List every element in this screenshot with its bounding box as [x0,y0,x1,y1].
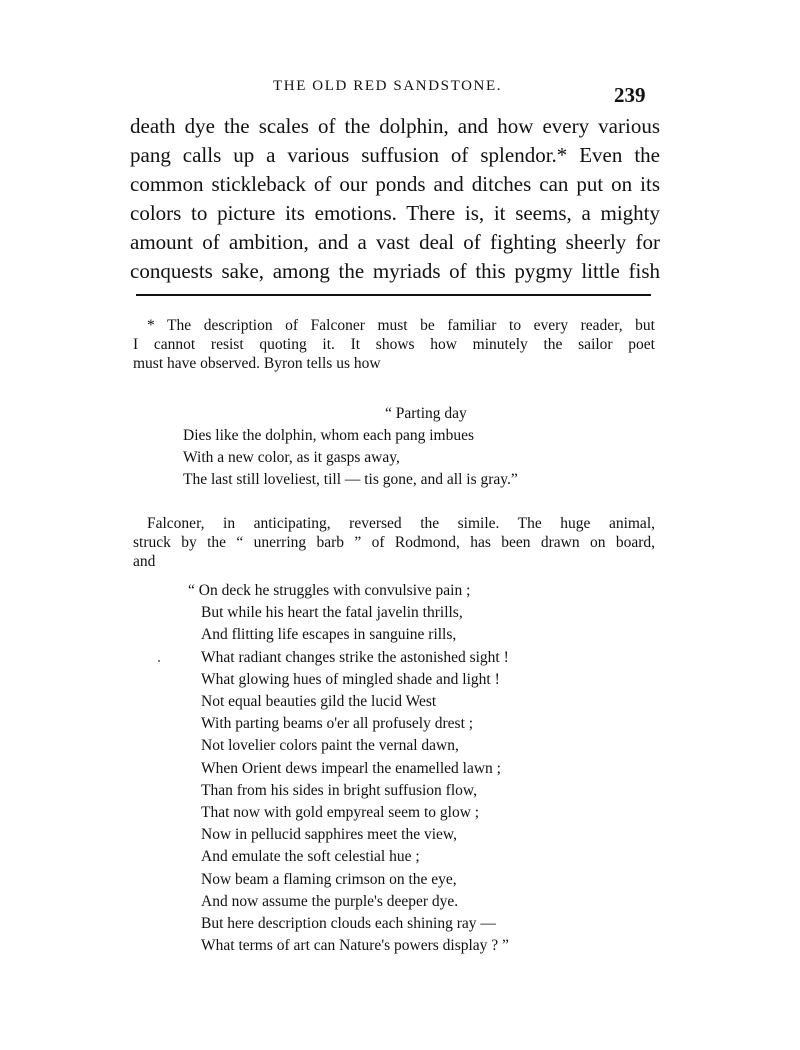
quote-line: Now beam a flaming crimson on the eye, [201,870,457,888]
footnote-line: I cannot resist quoting it. It shows how minutely the sailor poet [133,336,655,353]
body-paragraph [130,112,660,286]
quote-line: What radiant changes strike the astonished sight ! [201,648,509,666]
quote-line: And emulate the soft celestial hue ; [201,848,420,866]
footnote-line: must have observed. Byron tells us how [133,355,381,372]
body-line: pang calls up a various suffusion of splendor.* Even the [130,143,660,167]
body-line: colors to picture its emotions. There is, it seems, a mighty [130,201,660,225]
quote-line: Than from his sides in bright suffusion flow, [201,781,477,799]
footnote-line: struck by the “ unerring barb ” of Rodmond, has been drawn on board, [133,534,655,551]
print-speck [158,660,160,662]
body-line: amount of ambition, and a vast deal of fighting sheerly for [130,230,660,254]
quote-line: When Orient dews impearl the enamelled lawn ; [201,759,501,777]
quote-line: What glowing hues of mingled shade and light ! [201,670,500,688]
footnote-line: and [133,553,156,570]
quote-line: But here description clouds each shining ray — [201,915,496,933]
falconer-quote [188,580,608,957]
running-head: THE OLD RED SANDSTONE. [273,78,503,94]
quote-line: Now in pellucid sapphires meet the view, [201,826,457,844]
byron-quote [183,403,603,491]
body-line: conquests sake, among the myriads of this pygmy little fish [130,259,660,283]
page-number: 239 [614,83,646,107]
quote-line: And flitting life escapes in sanguine rills, [201,626,457,644]
footnote-line: Falconer, in anticipating, reversed the simile. The huge animal, [147,515,655,532]
quote-line: But while his heart the fatal javelin thrills, [201,604,463,622]
quote-line: Not equal beauties gild the lucid West [201,693,437,711]
quote-line: With a new color, as it gasps away, [183,449,400,466]
footnote-line: * The description of Falconer must be familiar to every reader, but [147,317,655,334]
quote-line: That now with gold empyreal seem to glow ; [201,804,480,822]
quote-line: Not lovelier colors paint the vernal dawn, [201,737,459,755]
quote-line: “ Parting day [385,405,467,422]
body-line: common stickleback of our ponds and ditches can put on its [130,172,660,196]
quote-line: “ On deck he struggles with convulsive pain ; [188,582,471,599]
footnote-paragraph-2 [133,514,655,571]
quote-line: Dies like the dolphin, whom each pang imbues [183,427,474,444]
quote-line: What terms of art can Nature's powers display ? ” [201,937,509,955]
quote-line: With parting beams o'er all profusely drest ; [201,715,474,733]
body-line: death dye the scales of the dolphin, and how every various [130,114,660,138]
quote-line: And now assume the purple's deeper dye. [201,892,459,910]
footnote-paragraph [133,316,655,373]
footnote-divider [136,294,651,296]
quote-line: The last still loveliest, till — tis gone, and all is gray.” [183,471,518,488]
